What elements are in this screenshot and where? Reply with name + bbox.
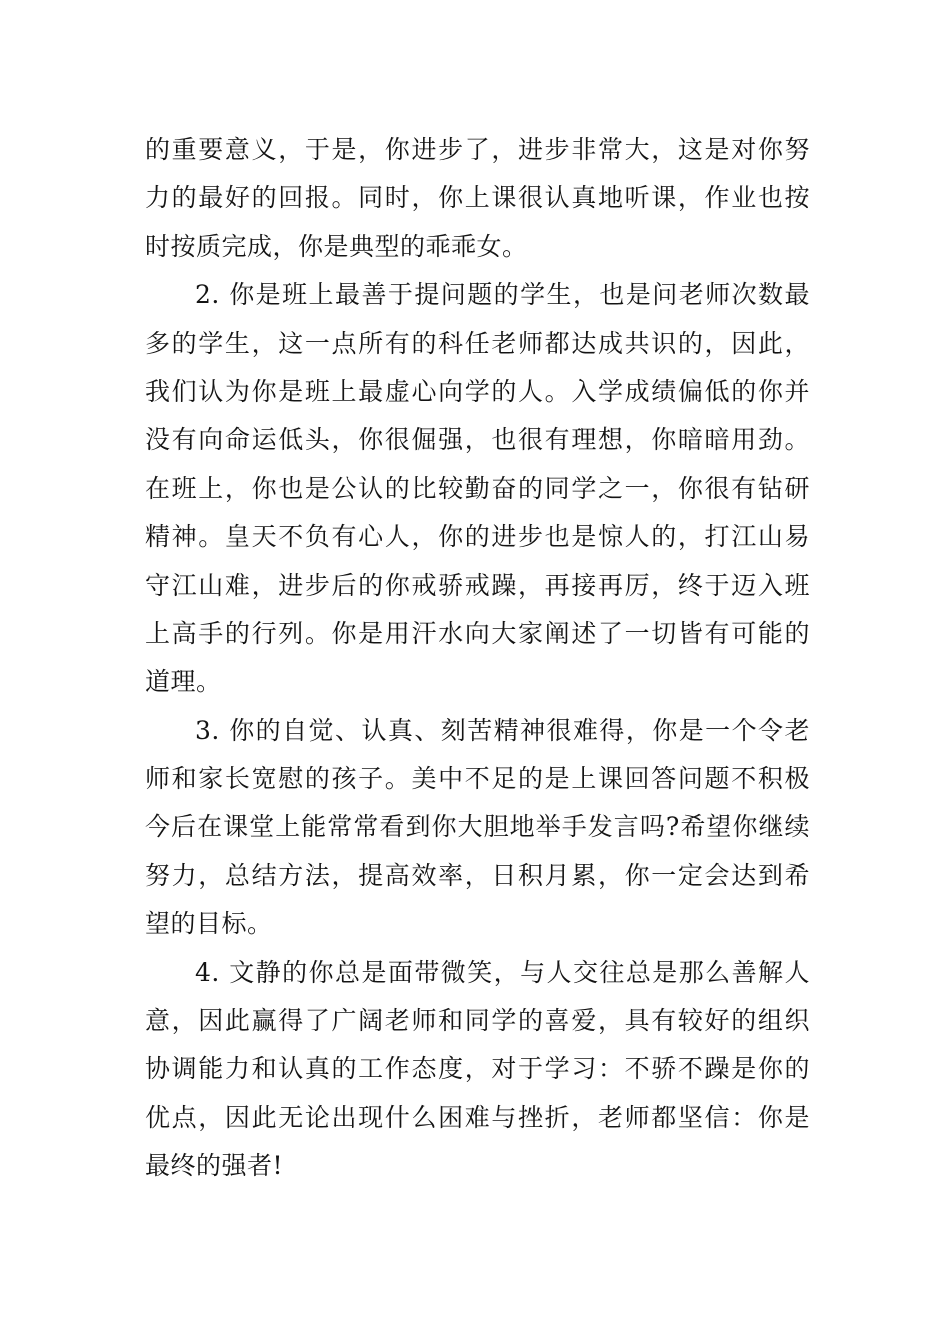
paragraph-3-line-3: 今后在课堂上能常常看到你大胆地举手发言吗?希望你继续 xyxy=(145,812,810,842)
paragraph-1-line-2: 力的最好的回报。同时，你上课很认真地听课，作业也按 xyxy=(145,183,810,213)
paragraph-2-line-5: 在班上，你也是公认的比较勤奋的同学之一，你很有钻研 xyxy=(145,473,810,503)
paragraph-2-line-2: 多的学生，这一点所有的科任老师都达成共识的，因此， xyxy=(145,328,810,358)
document-body xyxy=(145,126,810,1191)
paragraph-2-line-7: 守江山难，进步后的你戒骄戒躁，再接再厉，终于迈入班 xyxy=(145,570,810,600)
paragraph-4-line-1: 4. 文静的你总是面带微笑，与人交往总是那么善解人 xyxy=(195,957,810,987)
paragraph-2-line-3: 我们认为你是班上最虚心向学的人。入学成绩偏低的你并 xyxy=(145,376,810,406)
paragraph-2-line-6: 精神。皇天不负有心人，你的进步也是惊人的，打江山易 xyxy=(145,522,810,552)
paragraph-4-line-5: 最终的强者! xyxy=(145,1151,284,1181)
paragraph-3-line-2: 师和家长宽慰的孩子。美中不足的是上课回答问题不积极 xyxy=(145,764,810,794)
paragraph-3-line-5: 望的目标。 xyxy=(145,909,273,939)
paragraph-4-line-2: 意，因此赢得了广阔老师和同学的喜爱，具有较好的组织 xyxy=(145,1006,810,1036)
paragraph-3-line-1: 3. 你的自觉、认真、刻苦精神很难得，你是一个令老 xyxy=(195,715,810,745)
paragraph-2-line-9: 道理。 xyxy=(145,667,222,697)
paragraph-1-line-3: 时按质完成，你是典型的乖乖女。 xyxy=(145,231,528,261)
paragraph-2-line-1: 2. 你是班上最善于提问题的学生，也是问老师次数最 xyxy=(195,280,810,310)
paragraph-1-line-1: 的重要意义，于是，你进步了，进步非常大，这是对你努 xyxy=(145,135,810,164)
paragraph-2-line-4: 没有向命运低头，你很倔强，也很有理想，你暗暗用劲。 xyxy=(145,425,810,455)
paragraph-3-line-4: 努力，总结方法，提高效率，日积月累，你一定会达到希 xyxy=(145,860,810,890)
paragraph-2-line-8: 上高手的行列。你是用汗水向大家阐述了一切皆有可能的 xyxy=(145,618,810,648)
paragraph-4-line-3: 协调能力和认真的工作态度，对于学习：不骄不躁是你的 xyxy=(145,1054,810,1084)
paragraph-4-line-4: 优点，因此无论出现什么困难与挫折，老师都坚信：你是 xyxy=(145,1102,810,1132)
